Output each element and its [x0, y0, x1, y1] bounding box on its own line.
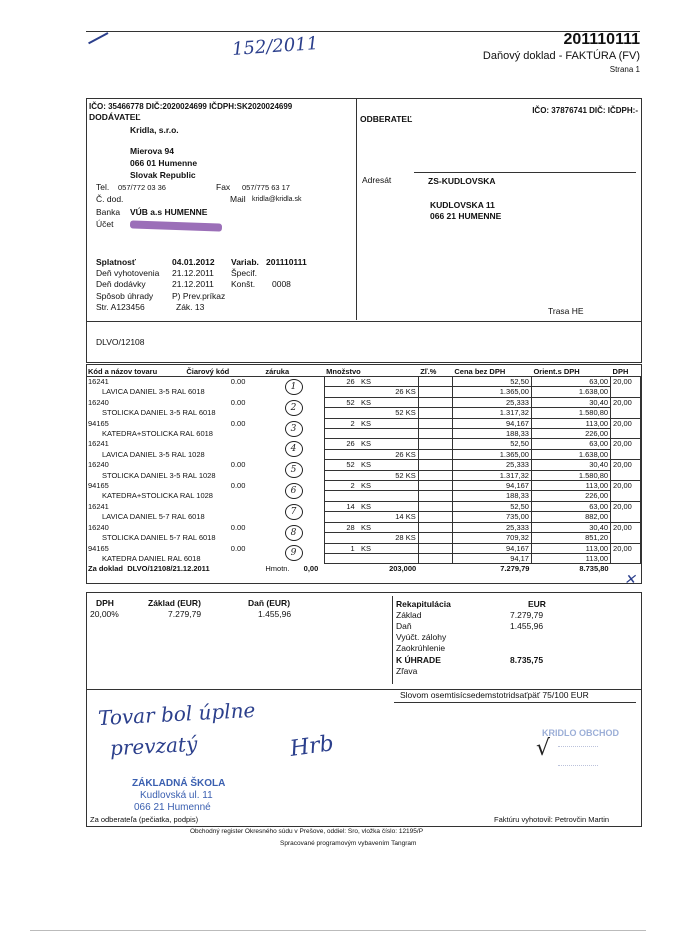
item-code: 94165 — [88, 418, 109, 428]
item-name: KATEDRA+STOLICKA RAL 1028 — [102, 491, 213, 501]
item-total: 188,33 — [452, 491, 531, 501]
handwriting-line-1: Tovar bol úplne — [97, 697, 256, 731]
tick-mark: ✕ — [624, 572, 636, 588]
item-zl-2 — [418, 429, 452, 439]
item-name: KATEDRA DANIEL RAL 6018 — [102, 553, 201, 563]
item-row-detail — [86, 491, 641, 501]
payment-value: P) Prev.príkaz — [172, 291, 226, 301]
item-mark: 2 — [263, 397, 324, 418]
item-mark: 6 — [263, 481, 324, 502]
customer-ids: IČO: 37876741 DIČ: IČDPH:- — [532, 106, 638, 115]
item-vat: 20,00 — [611, 418, 641, 439]
invoice-number: 201110111 — [563, 31, 640, 48]
item-row — [86, 501, 641, 511]
item-zl — [418, 501, 452, 511]
totals-ref: Za doklad DLVO/12108/21.12.2011 — [88, 564, 210, 574]
item-total: 1.365,00 — [452, 449, 531, 459]
recap-round-label: Zaokrúhlenie — [396, 643, 446, 653]
item-name: LAVICA DANIEL 5-7 RAL 6018 — [102, 512, 205, 522]
totals-price: 7.279,79 — [500, 564, 530, 574]
page-number: Strana 1 — [609, 65, 640, 74]
item-row — [86, 460, 641, 470]
item-zl-2 — [418, 491, 452, 501]
item-vat: 20,00 — [611, 460, 641, 481]
var-label: Variab. — [231, 257, 259, 267]
corner-check-mark — [82, 20, 109, 44]
item-zl-2 — [418, 408, 452, 418]
recap-currency: EUR — [528, 599, 546, 609]
item-vat: 20,00 — [611, 439, 641, 460]
bank-value: VÚB a.s HUMENNE — [130, 207, 208, 217]
delivery-value: 21.12.2011 — [172, 279, 214, 289]
item-zl-2 — [418, 387, 452, 397]
parties-divider — [356, 98, 357, 320]
item-orient-total: 1.580,80 — [531, 470, 610, 480]
col-qty: Množstvo — [324, 366, 418, 377]
school-stamp-line-3: 066 21 Humenné — [134, 802, 211, 813]
item-row-detail — [86, 429, 641, 439]
item-vat: 20,00 — [611, 397, 641, 418]
item-price: 94,167 — [452, 418, 531, 428]
recap-pay-label: K ÚHRADE — [396, 655, 441, 665]
item-code: 16240 — [88, 397, 109, 407]
item-barcode: 0.00 — [230, 460, 246, 470]
item-row-detail — [86, 408, 641, 418]
item-row-detail — [86, 553, 641, 563]
recap-adv-label: Vyúčt. zálohy — [396, 632, 447, 642]
item-qty-total — [324, 429, 418, 439]
bank-label: Banka — [96, 207, 121, 217]
totals-row — [86, 564, 641, 574]
item-orient: 63,00 — [531, 501, 610, 511]
col-zl: Zľ.% — [418, 366, 452, 377]
vat-divider — [392, 596, 393, 684]
item-zl-2 — [418, 533, 452, 543]
item-barcode: 0.00 — [230, 397, 246, 407]
item-name: STOLICKA DANIEL 3-5 RAL 6018 — [102, 408, 216, 418]
item-price: 25,333 — [452, 522, 531, 532]
item-mark: 3 — [263, 418, 324, 439]
item-name: STOLICKA DANIEL 5-7 RAL 6018 — [102, 533, 216, 543]
item-qty: 14 KS — [324, 501, 418, 511]
supplier-ids: IČO: 35466778 DIČ:2020024699 IČDPH:SK2020024699 — [89, 102, 293, 111]
item-qty-total — [324, 553, 418, 563]
vat-base: 7.279,79 — [168, 609, 202, 619]
route: Trasa HE — [548, 306, 584, 316]
item-orient: 30,40 — [531, 397, 610, 407]
item-code: 16241 — [88, 501, 109, 511]
issued-by: Faktúru vyhotovil: Petrovčin Martin — [494, 815, 610, 824]
item-zl-2 — [418, 449, 452, 459]
item-price: 25,333 — [452, 397, 531, 407]
vat-rate: 20,00% — [90, 609, 119, 619]
item-vat: 20,00 — [611, 481, 641, 502]
top-rule — [86, 31, 640, 32]
zak-label: Zák. 13 — [176, 302, 205, 312]
item-barcode: 0.00 — [230, 481, 246, 491]
delivery-label: Deň dodávky — [96, 279, 146, 289]
item-zl — [418, 397, 452, 407]
konst-label: Konšt. — [231, 279, 256, 289]
page-bottom-rule — [30, 930, 646, 931]
supplier-stamp-lines — [558, 746, 598, 766]
document-title: Daňový doklad - FAKTÚRA (FV) — [482, 50, 640, 62]
delivery-note-box — [86, 320, 642, 363]
software-note: Spracované programovým vybavením Tangram — [280, 840, 417, 847]
recap-pay: 8.735,75 — [510, 655, 544, 665]
supplier-street: Mierova 94 — [130, 146, 174, 156]
col-vat: DPH — [611, 366, 641, 377]
item-barcode: 0.00 — [230, 543, 246, 553]
item-orient-total: 882,00 — [531, 512, 610, 522]
item-orient: 113,00 — [531, 543, 610, 553]
item-vat: 20,00 — [611, 522, 641, 543]
item-row — [86, 418, 641, 428]
item-row — [86, 522, 641, 532]
item-orient: 30,40 — [531, 460, 610, 470]
item-price: 52,50 — [452, 501, 531, 511]
item-mark: 8 — [263, 522, 324, 543]
item-price: 94,167 — [452, 481, 531, 491]
item-row-detail — [86, 470, 641, 480]
item-mark: 7 — [263, 501, 324, 522]
customer-city: 066 21 HUMENNE — [430, 211, 502, 221]
item-row — [86, 377, 641, 387]
fax-label: Fax — [216, 182, 231, 192]
school-stamp-line-2: Kudlovská ul. 11 — [140, 790, 213, 801]
item-orient: 30,40 — [531, 522, 610, 532]
recap-title: Rekapitulácia — [396, 599, 451, 609]
item-barcode: 0.00 — [230, 418, 246, 428]
item-total: 709,32 — [452, 533, 531, 543]
item-orient-total: 226,00 — [531, 429, 610, 439]
issue-label: Deň vyhotovenia — [96, 268, 160, 278]
customer-name: ZS-KUDLOVSKA — [428, 176, 496, 186]
item-zl-2 — [418, 553, 452, 563]
item-mark: 9 — [263, 543, 324, 564]
customer-street: KUDLOVSKA 11 — [430, 200, 495, 210]
item-zl — [418, 481, 452, 491]
mail-label: Mail — [230, 194, 246, 204]
item-total: 735,00 — [452, 512, 531, 522]
item-zl-2 — [418, 512, 452, 522]
item-zl — [418, 439, 452, 449]
item-row-detail — [86, 512, 641, 522]
item-code: 16240 — [88, 460, 109, 470]
recap-tax: 1.455,96 — [510, 621, 544, 631]
item-barcode — [184, 439, 263, 449]
col-warranty: záruka — [263, 366, 324, 377]
spec-label: Špecif. — [231, 268, 257, 278]
item-qty: 52 KS — [324, 397, 418, 407]
item-orient-total: 226,00 — [531, 491, 610, 501]
item-vat: 20,00 — [611, 543, 641, 564]
item-code: 94165 — [88, 543, 109, 553]
supplier-stamp — [518, 722, 628, 786]
customer-sig-label: Za odberateľa (pečiatka, podpis) — [90, 815, 199, 824]
totals-orient: 8.735,80 — [579, 564, 609, 574]
item-row — [86, 397, 641, 407]
delivery-note: DLVO/12108 — [96, 337, 145, 347]
item-barcode — [184, 501, 263, 511]
item-row — [86, 481, 641, 491]
item-qty-total: 28 KS — [324, 533, 418, 543]
vat-h-dph: DPH — [96, 598, 114, 608]
item-qty-total: 26 KS — [324, 387, 418, 397]
item-row — [86, 439, 641, 449]
item-zl — [418, 460, 452, 470]
issue-value: 21.12.2011 — [172, 268, 214, 278]
recap-tax-label: Daň — [396, 621, 412, 631]
supplier-label: DODÁVATEĽ — [89, 112, 141, 122]
col-orient: Orient.s DPH — [531, 366, 610, 377]
school-stamp-line-1: ZÁKLADNÁ ŠKOLA — [132, 778, 226, 789]
item-orient-total: 1.580,80 — [531, 408, 610, 418]
recap-discount-label: Zľava — [396, 666, 418, 676]
item-qty-total: 14 KS — [324, 512, 418, 522]
item-name: LAVICA DANIEL 3-5 RAL 6018 — [102, 387, 205, 397]
item-total: 94,17 — [452, 553, 531, 563]
item-barcode: 0.00 — [230, 522, 246, 532]
col-price: Cena bez DPH — [452, 366, 531, 377]
item-orient-total: 113,00 — [531, 553, 610, 563]
words-rule — [394, 702, 636, 703]
item-row — [86, 543, 641, 553]
vat-h-base: Základ (EUR) — [148, 598, 201, 608]
item-zl-2 — [418, 470, 452, 480]
item-price: 25,333 — [452, 460, 531, 470]
item-qty: 28 KS — [324, 522, 418, 532]
item-orient-total: 851,20 — [531, 533, 610, 543]
var-value: 201110111 — [266, 257, 307, 267]
col-code: Kód a názov tovaru — [86, 366, 184, 377]
amount-in-words: Slovom osemtisícsedemstotridsaťpäť 75/100 EUR — [400, 690, 589, 700]
due-label: Splatnosť — [96, 257, 136, 267]
supplier-country: Slovak Republic — [130, 170, 196, 180]
tel-label: Tel. — [96, 182, 110, 192]
str-label: Str. A123456 — [96, 302, 145, 312]
item-name: KATEDRA+STOLICKA RAL 6018 — [102, 429, 213, 439]
item-total: 188,33 — [452, 429, 531, 439]
item-mark: 4 — [263, 439, 324, 460]
item-code: 16240 — [88, 522, 109, 532]
konst-value: 0008 — [272, 279, 291, 289]
item-orient: 113,00 — [531, 418, 610, 428]
item-code: 16241 — [88, 439, 109, 449]
item-total: 1.317,32 — [452, 408, 531, 418]
customer-label: ODBERATEĽ — [360, 114, 413, 124]
item-vat: 20,00 — [611, 377, 641, 398]
account-label: Účet — [96, 219, 114, 229]
item-zl — [418, 522, 452, 532]
item-barcode: 0.00 — [230, 377, 246, 387]
item-qty: 26 KS — [324, 377, 418, 387]
item-zl — [418, 377, 452, 387]
handwriting-signature: Hrb — [288, 731, 336, 762]
item-price: 52,50 — [452, 439, 531, 449]
recap-base-label: Základ — [396, 610, 422, 620]
items-table — [86, 366, 641, 574]
item-price: 52,50 — [452, 377, 531, 387]
item-code: 16241 — [88, 377, 109, 387]
payment-label: Spôsob úhrady — [96, 291, 154, 301]
item-qty-total — [324, 491, 418, 501]
item-mark: 5 — [263, 460, 324, 481]
totals-qty: 203,000 — [389, 564, 417, 574]
fax-value: 057/775 63 17 — [242, 183, 290, 192]
vat-h-tax: Daň (EUR) — [248, 598, 291, 608]
item-qty-total: 52 KS — [324, 408, 418, 418]
item-qty-total: 52 KS — [324, 470, 418, 480]
addressee-rule — [414, 172, 636, 173]
item-orient: 113,00 — [531, 481, 610, 491]
item-zl — [418, 543, 452, 553]
item-orient: 63,00 — [531, 439, 610, 449]
tel-value: 057/772 03 36 — [118, 183, 166, 192]
item-orient: 63,00 — [531, 377, 610, 387]
item-row-detail — [86, 533, 641, 543]
mail-value: kridla@kridla.sk — [252, 196, 302, 203]
item-name: STOLICKA DANIEL 3-5 RAL 1028 — [102, 470, 216, 480]
handwritten-number: 152/2011 — [231, 33, 319, 60]
item-vat: 20,00 — [611, 501, 641, 522]
cdod-label: Č. dod. — [96, 194, 124, 204]
col-barcode: Čiarový kód — [184, 366, 263, 377]
item-qty: 26 KS — [324, 439, 418, 449]
item-total: 1.365,00 — [452, 387, 531, 397]
supplier-name: Kridla, s.r.o. — [130, 125, 179, 135]
item-zl — [418, 418, 452, 428]
item-qty: 2 KS — [324, 481, 418, 491]
handwriting-line-2: prevzatý — [109, 731, 198, 761]
item-row-detail — [86, 387, 641, 397]
item-row-detail — [86, 449, 641, 459]
item-mark: 1 — [263, 377, 324, 398]
item-qty: 2 KS — [324, 418, 418, 428]
item-name: LAVICA DANIEL 3-5 RAL 1028 — [102, 449, 205, 459]
supplier-signature: √ — [536, 736, 551, 761]
item-qty-total: 26 KS — [324, 449, 418, 459]
item-qty: 1 KS — [324, 543, 418, 553]
registry-note: Obchodný register Okresného súdu v Prešove, oddiel: Sro, vložka číslo: 12195/P — [190, 828, 424, 835]
item-orient-total: 1.638,00 — [531, 449, 610, 459]
addressee-label: Adresát — [362, 175, 392, 185]
items-header-row — [86, 366, 641, 377]
recap-base: 7.279,79 — [510, 610, 544, 620]
item-qty: 52 KS — [324, 460, 418, 470]
item-orient-total: 1.638,00 — [531, 387, 610, 397]
supplier-stamp-text: KRIDLO OBCHOD — [542, 728, 619, 738]
supplier-city: 066 01 Humenne — [130, 158, 198, 168]
due-value: 04.01.2012 — [172, 257, 215, 267]
item-code: 94165 — [88, 481, 109, 491]
item-price: 94,167 — [452, 543, 531, 553]
item-total: 1.317,32 — [452, 470, 531, 480]
vat-tax: 1.455,96 — [258, 609, 292, 619]
totals-weight: Hmotn. 0,00 — [265, 564, 319, 574]
